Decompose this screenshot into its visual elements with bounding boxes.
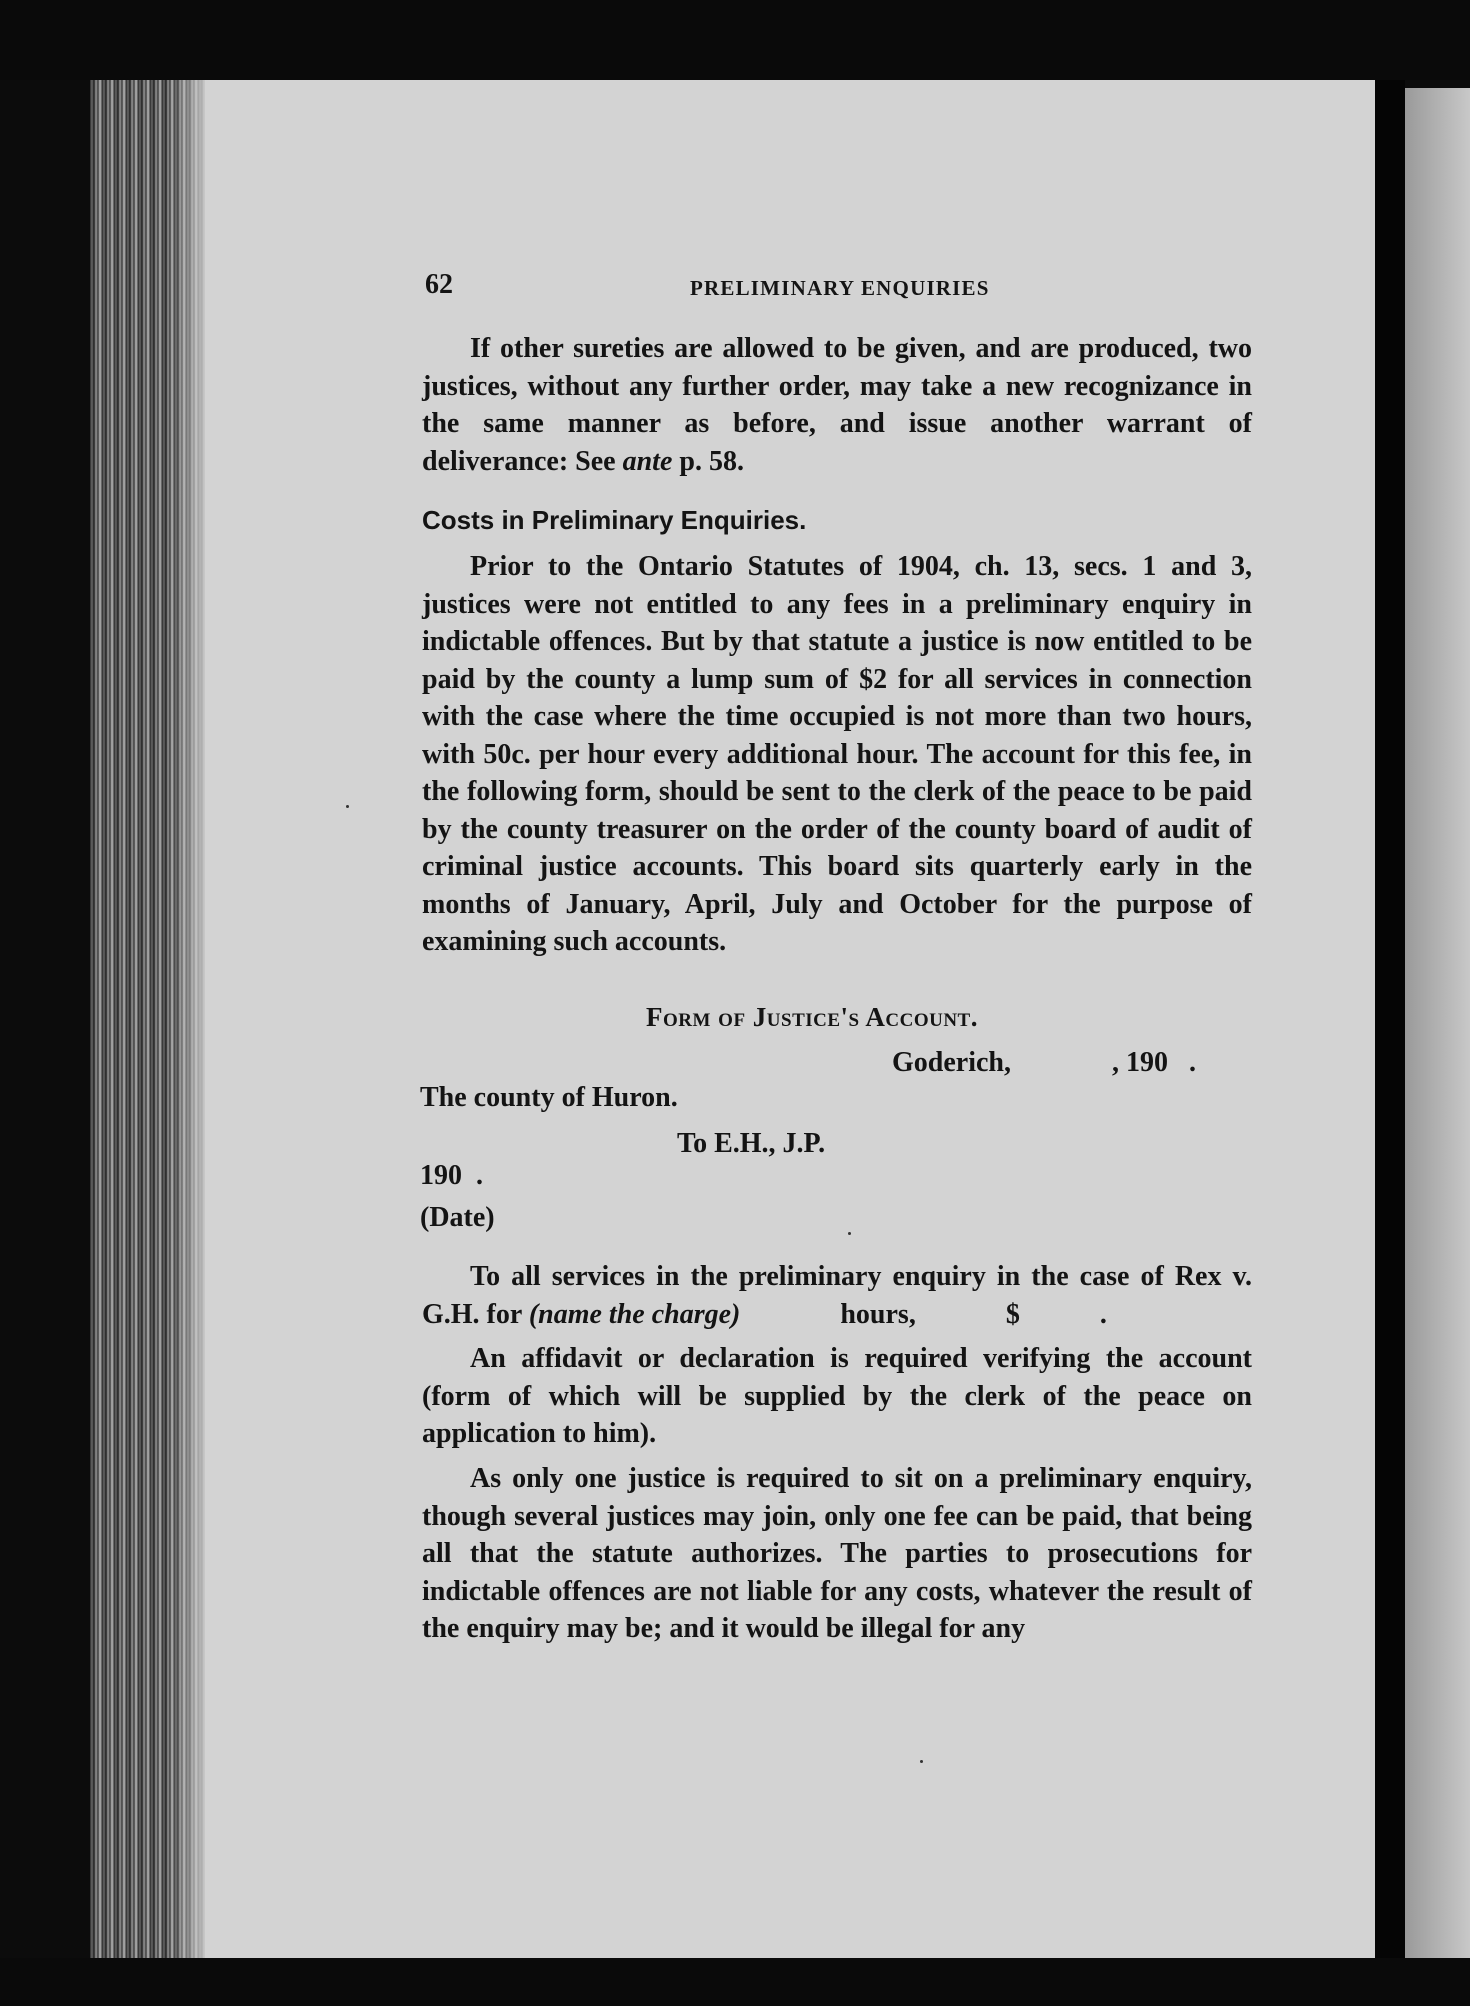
scan-border-bottom [0,1958,1470,2006]
dollar-sign: $ [1005,1298,1020,1330]
running-head: PRELIMINARY ENQUIRIES [690,276,990,300]
form-date-year: 190 . [420,1160,483,1191]
paragraph-affidavit-text: An affidavit or declaration is required verifying the account (form of which will be supplied by the clerk of the peace on application to him). [422,1343,1252,1449]
paragraph-sureties-tail: p. 58. [679,445,744,477]
section-heading: Costs in Preliminary Enquiries. [422,505,807,535]
form-date-label: (Date) [420,1202,495,1233]
hours-label: hours, [840,1298,916,1330]
form-place: Goderich, [892,1047,1011,1078]
paragraph-services [422,1258,1252,1333]
form-dot-mark [848,1232,851,1235]
paragraph-costs-text: Prior to the Ontario Statutes of 1904, ch. 13, secs. 1 and 3, justices were not entitled to any fees in a preliminary enquiry in indictable offences. But by that statute a justice is now entitled to be paid by the county a lump sum of $2 for all services in connection with the case where the time occupied is not more than two hours, with 50c. per hour every additional hour. The account for this fee, in the following form, should be sent to the clerk of the peace to be paid by the county treasurer on the order of the county board of audit of criminal justice accounts. This board sits quarterly early in the months of January, April, July and October for the purpose of examining such accounts. [422,551,1252,957]
paragraph-one-justice-text: As only one justice is required to sit on a preliminary enquiry, though several justices may join, only one fee can be paid, that being all that the statute authorizes. The parties to prosecutions for indictable offences are not liable for any costs, whatever the result of the enquiry may be; and it would be illegal for any [422,1463,1252,1644]
gutter-shadow [170,80,210,1960]
form-year: , 190 . [1112,1047,1196,1078]
services-end: . [1099,1298,1107,1330]
page-speck-lower [920,1760,923,1763]
paragraph-sureties-text: If other sureties are allowed to be given, and are produced, two justices, without any further order, may take a new recognizance in the same manner as before, and issue another warrant of deliverance: See [422,333,1252,477]
form-to-justice: To E.H., J.P. [677,1128,826,1159]
paragraph-costs [422,548,1252,961]
ante-italic: ante [622,445,673,477]
scan-border-top [0,0,1470,80]
paragraph-affidavit [422,1340,1252,1453]
paragraph-services-text: To all services in the preliminary enquiry in the case of Rex v. G.H. for [422,1261,1252,1330]
charge-italic: (name the charge) [528,1298,741,1330]
page-right-shadow [1375,80,1405,1960]
page-speck [346,805,349,808]
form-title: Form of Justice's Account. [646,1002,978,1032]
facing-page-edge [1405,88,1470,1958]
form-county: The county of Huron. [420,1082,678,1113]
page-number: 62 [425,269,453,300]
paragraph-one-justice [422,1460,1252,1648]
paragraph-sureties [422,330,1252,480]
